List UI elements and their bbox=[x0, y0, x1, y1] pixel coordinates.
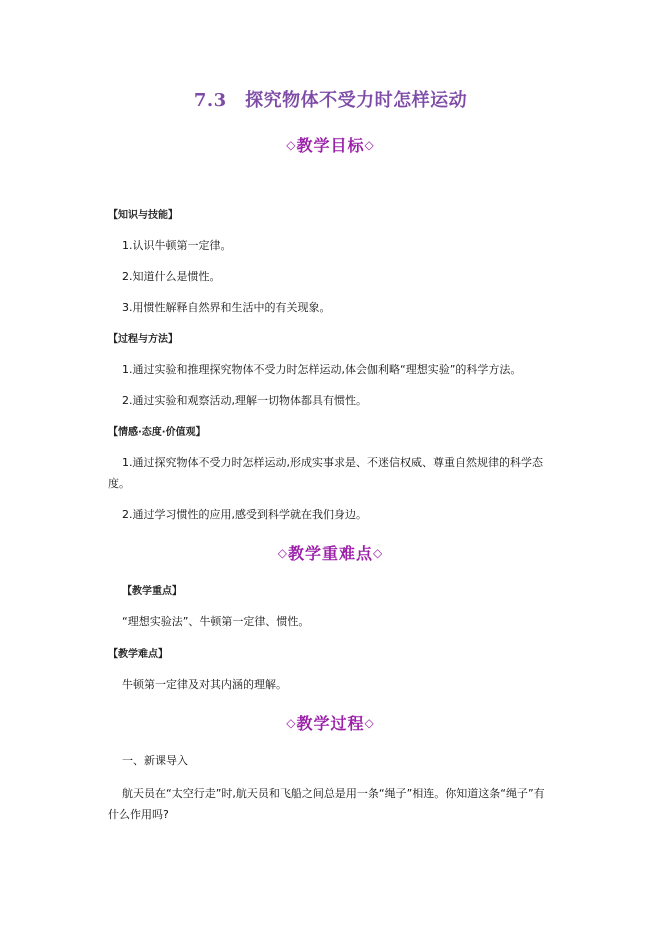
step-label: 一、新课导入 bbox=[122, 754, 188, 767]
knowledge-item: 1.认识牛顿第一定律。 bbox=[122, 239, 232, 252]
diamond-right-icon: ◇ bbox=[373, 546, 384, 560]
difficulty-label: 【教学难点】 bbox=[108, 649, 168, 660]
process-method-label: 【过程与方法】 bbox=[108, 334, 178, 345]
attitude-item-line1: 1.通过探究物体不受力时怎样运动,形成实事求是、不迷信权威、尊重自然规律的科学态 bbox=[122, 456, 543, 469]
difficulty-text: 牛顿第一定律及对其内涵的理解。 bbox=[122, 678, 287, 691]
diamond-left-icon: ◇ bbox=[277, 546, 288, 560]
attitude-item-line2: 度。 bbox=[108, 477, 130, 490]
attitude-item: 2.通过学习惯性的应用,感受到科学就在我们身边。 bbox=[122, 508, 367, 521]
objectives-heading bbox=[0, 133, 661, 156]
attitude-label: 【情感·态度·价值观】 bbox=[108, 427, 206, 438]
knowledge-item: 3.用惯性解释自然界和生活中的有关现象。 bbox=[122, 301, 331, 314]
process-method-item: 1.通过实验和推理探究物体不受力时怎样运动,体会伽利略“理想实验”的科学方法。 bbox=[122, 363, 522, 376]
process-method-item: 2.通过实验和观察活动,理解一切物体都具有惯性。 bbox=[122, 394, 367, 407]
diamond-left-icon: ◇ bbox=[286, 138, 297, 152]
step-text-line2: 什么作用吗? bbox=[108, 808, 169, 821]
teaching-process-heading bbox=[0, 711, 661, 734]
key-points-heading-text: 教学重难点 bbox=[287, 544, 373, 563]
key-points-heading bbox=[0, 541, 661, 564]
diamond-left-icon: ◇ bbox=[286, 716, 297, 730]
teaching-process-heading-text: 教学过程 bbox=[296, 714, 365, 733]
diamond-right-icon: ◇ bbox=[364, 138, 375, 152]
lesson-title: 7.3 探究物体不受力时怎样运动 bbox=[193, 90, 468, 111]
step-text-line1: 航天员在“太空行走”时,航天员和飞船之间总是用一条“绳子”相连。你知道这条“绳子”有 bbox=[122, 787, 545, 800]
focus-text: “理想实验法”、牛顿第一定律、惯性。 bbox=[122, 615, 310, 628]
diamond-right-icon: ◇ bbox=[364, 716, 375, 730]
objectives-heading-text: 教学目标 bbox=[296, 136, 365, 155]
focus-label: 【教学重点】 bbox=[122, 586, 182, 597]
knowledge-item: 2.知道什么是惯性。 bbox=[122, 270, 221, 283]
knowledge-label: 【知识与技能】 bbox=[108, 210, 178, 221]
